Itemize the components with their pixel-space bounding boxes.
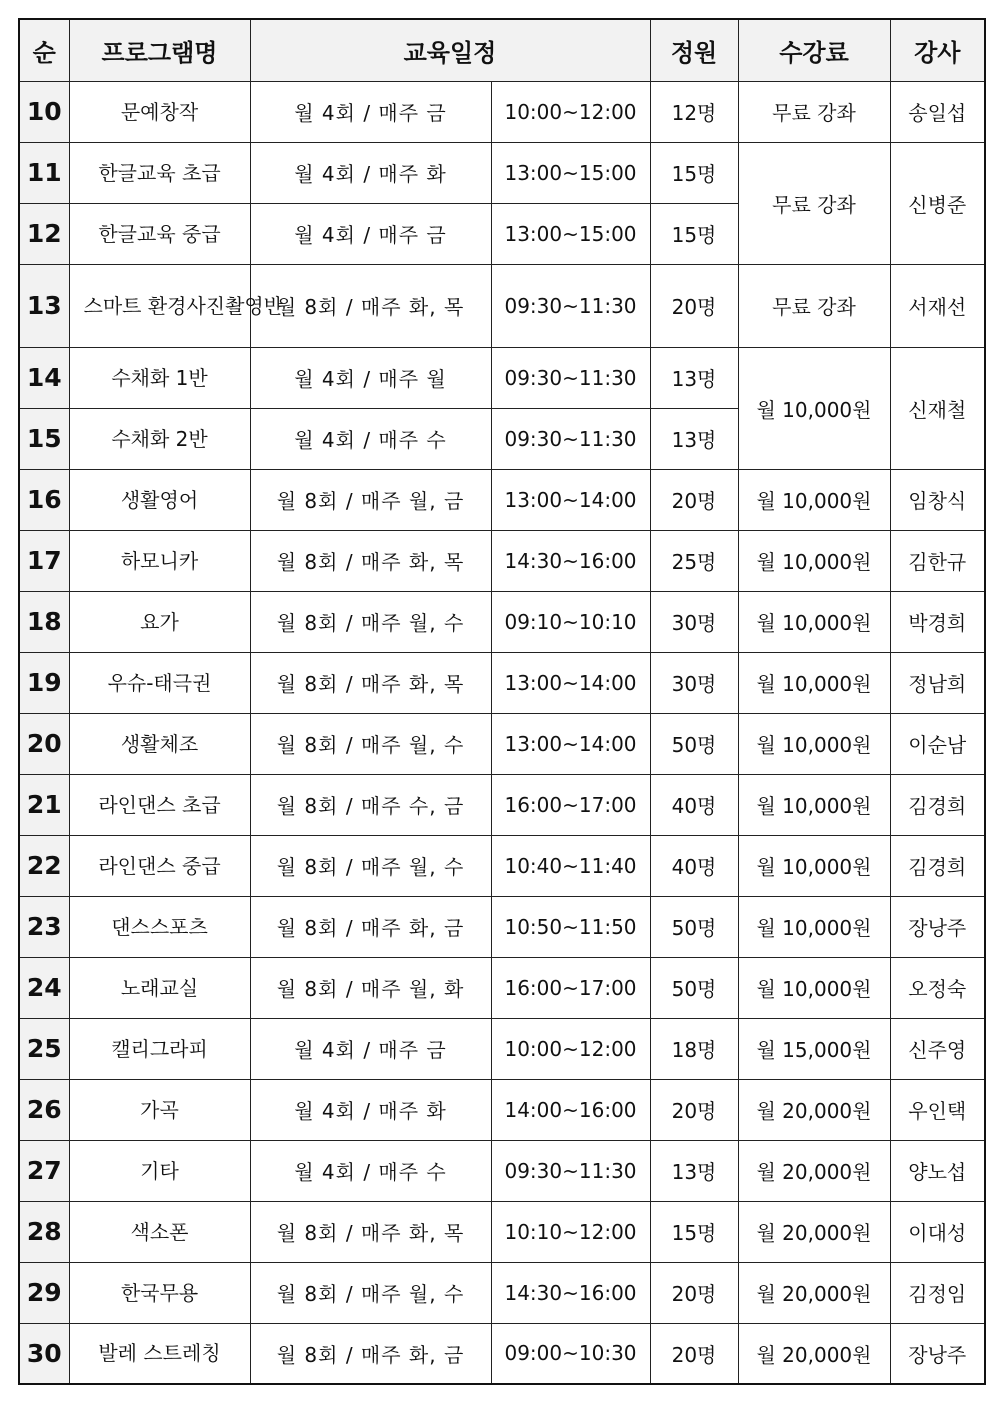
fee: 월 20,000원 (738, 1323, 890, 1384)
table-row (19, 835, 985, 896)
schedule-time: 13:00~14:00 (491, 652, 650, 713)
schedule-days: 월 4회 / 매주 수 (250, 408, 491, 469)
schedule-days: 월 8회 / 매주 화, 금 (250, 1323, 491, 1384)
capacity: 13명 (650, 1140, 738, 1201)
capacity: 15명 (650, 142, 738, 203)
row-number: 20 (19, 713, 69, 774)
capacity: 20명 (650, 1262, 738, 1323)
fee: 월 20,000원 (738, 1140, 890, 1201)
schedule-days: 월 8회 / 매주 화, 목 (250, 530, 491, 591)
table-row (19, 1079, 985, 1140)
schedule-time: 10:40~11:40 (491, 835, 650, 896)
program-name: 수채화 2반 (69, 408, 250, 469)
program-name: 기타 (69, 1140, 250, 1201)
row-number: 16 (19, 469, 69, 530)
fee: 월 10,000원 (738, 896, 890, 957)
table-row (19, 1262, 985, 1323)
row-number: 19 (19, 652, 69, 713)
program-name: 스마트 환경사진촬영반 (69, 264, 250, 347)
program-schedule-table (18, 18, 986, 1385)
schedule-time: 09:30~11:30 (491, 347, 650, 408)
schedule-days: 월 8회 / 매주 월, 수 (250, 835, 491, 896)
row-number: 23 (19, 896, 69, 957)
fee: 월 20,000원 (738, 1201, 890, 1262)
row-number: 10 (19, 81, 69, 142)
schedule-days: 월 4회 / 매주 화 (250, 142, 491, 203)
schedule-days: 월 8회 / 매주 수, 금 (250, 774, 491, 835)
table-row (19, 142, 985, 203)
schedule-time: 13:00~15:00 (491, 203, 650, 264)
header-fee: 수강료 (738, 19, 890, 81)
row-number: 11 (19, 142, 69, 203)
schedule-days: 월 8회 / 매주 월, 수 (250, 591, 491, 652)
table-row (19, 530, 985, 591)
schedule-time: 09:10~10:10 (491, 591, 650, 652)
row-number: 15 (19, 408, 69, 469)
capacity: 12명 (650, 81, 738, 142)
schedule-time: 09:30~11:30 (491, 1140, 650, 1201)
row-number: 12 (19, 203, 69, 264)
instructor: 서재선 (890, 264, 985, 347)
schedule-time: 13:00~14:00 (491, 469, 650, 530)
program-name: 노래교실 (69, 957, 250, 1018)
row-number: 25 (19, 1018, 69, 1079)
program-name: 문예창작 (69, 81, 250, 142)
schedule-time: 09:00~10:30 (491, 1323, 650, 1384)
fee: 월 10,000원 (738, 652, 890, 713)
schedule-days: 월 8회 / 매주 화, 목 (250, 264, 491, 347)
schedule-time: 14:30~16:00 (491, 530, 650, 591)
capacity: 30명 (650, 652, 738, 713)
capacity: 25명 (650, 530, 738, 591)
row-number: 28 (19, 1201, 69, 1262)
schedule-time: 13:00~15:00 (491, 142, 650, 203)
schedule-time: 16:00~17:00 (491, 774, 650, 835)
capacity: 20명 (650, 1079, 738, 1140)
table-row (19, 774, 985, 835)
program-name: 우슈-태극권 (69, 652, 250, 713)
schedule-time: 09:30~11:30 (491, 264, 650, 347)
schedule-time: 14:00~16:00 (491, 1079, 650, 1140)
instructor: 정남희 (890, 652, 985, 713)
instructor: 김정임 (890, 1262, 985, 1323)
row-number: 21 (19, 774, 69, 835)
capacity: 15명 (650, 203, 738, 264)
table-row (19, 347, 985, 408)
fee: 무료 강좌 (738, 264, 890, 347)
header-program: 프로그램명 (69, 19, 250, 81)
instructor: 장낭주 (890, 1323, 985, 1384)
instructor: 오정숙 (890, 957, 985, 1018)
instructor: 신재철 (890, 347, 985, 469)
table-header-row (19, 19, 985, 81)
table-row (19, 1018, 985, 1079)
table-row (19, 1140, 985, 1201)
instructor: 양노섭 (890, 1140, 985, 1201)
instructor: 이순남 (890, 713, 985, 774)
table-row (19, 652, 985, 713)
program-name: 라인댄스 초급 (69, 774, 250, 835)
fee: 월 10,000원 (738, 713, 890, 774)
fee: 월 10,000원 (738, 347, 890, 469)
instructor: 김경희 (890, 835, 985, 896)
instructor: 임창식 (890, 469, 985, 530)
table-row (19, 713, 985, 774)
fee: 월 10,000원 (738, 774, 890, 835)
instructor: 박경희 (890, 591, 985, 652)
capacity: 18명 (650, 1018, 738, 1079)
fee: 무료 강좌 (738, 81, 890, 142)
schedule-days: 월 8회 / 매주 월, 금 (250, 469, 491, 530)
schedule-days: 월 8회 / 매주 월, 수 (250, 713, 491, 774)
schedule-days: 월 8회 / 매주 화, 금 (250, 896, 491, 957)
program-name: 한글교육 초급 (69, 142, 250, 203)
table-row (19, 469, 985, 530)
schedule-time: 13:00~14:00 (491, 713, 650, 774)
fee: 월 10,000원 (738, 469, 890, 530)
schedule-time: 10:00~12:00 (491, 1018, 650, 1079)
program-name: 생활체조 (69, 713, 250, 774)
fee: 월 20,000원 (738, 1079, 890, 1140)
capacity: 13명 (650, 408, 738, 469)
row-number: 22 (19, 835, 69, 896)
program-name: 색소폰 (69, 1201, 250, 1262)
instructor: 우인택 (890, 1079, 985, 1140)
schedule-days: 월 4회 / 매주 월 (250, 347, 491, 408)
fee: 월 20,000원 (738, 1262, 890, 1323)
table-row (19, 591, 985, 652)
fee: 월 10,000원 (738, 530, 890, 591)
schedule-days: 월 4회 / 매주 수 (250, 1140, 491, 1201)
row-number: 14 (19, 347, 69, 408)
program-name: 발레 스트레칭 (69, 1323, 250, 1384)
row-number: 29 (19, 1262, 69, 1323)
instructor: 김경희 (890, 774, 985, 835)
header-instructor: 강사 (890, 19, 985, 81)
instructor: 송일섭 (890, 81, 985, 142)
program-name: 한국무용 (69, 1262, 250, 1323)
table-row (19, 957, 985, 1018)
header-schedule: 교육일정 (250, 19, 650, 81)
row-number: 24 (19, 957, 69, 1018)
row-number: 30 (19, 1323, 69, 1384)
schedule-days: 월 8회 / 매주 월, 화 (250, 957, 491, 1018)
program-name: 한글교육 중급 (69, 203, 250, 264)
capacity: 50명 (650, 896, 738, 957)
program-name: 생활영어 (69, 469, 250, 530)
row-number: 18 (19, 591, 69, 652)
schedule-time: 16:00~17:00 (491, 957, 650, 1018)
capacity: 50명 (650, 713, 738, 774)
schedule-time: 10:10~12:00 (491, 1201, 650, 1262)
program-name: 캘리그라피 (69, 1018, 250, 1079)
table-row (19, 1201, 985, 1262)
program-name: 댄스스포츠 (69, 896, 250, 957)
schedule-days: 월 8회 / 매주 화, 목 (250, 652, 491, 713)
capacity: 50명 (650, 957, 738, 1018)
capacity: 15명 (650, 1201, 738, 1262)
row-number: 17 (19, 530, 69, 591)
capacity: 40명 (650, 835, 738, 896)
program-name: 수채화 1반 (69, 347, 250, 408)
row-number: 26 (19, 1079, 69, 1140)
capacity: 20명 (650, 1323, 738, 1384)
schedule-time: 09:30~11:30 (491, 408, 650, 469)
table-row (19, 81, 985, 142)
fee: 월 10,000원 (738, 835, 890, 896)
row-number: 13 (19, 264, 69, 347)
instructor: 김한규 (890, 530, 985, 591)
table-row (19, 264, 985, 347)
fee: 월 10,000원 (738, 957, 890, 1018)
header-no: 순 (19, 19, 69, 81)
schedule-days: 월 4회 / 매주 금 (250, 1018, 491, 1079)
capacity: 13명 (650, 347, 738, 408)
instructor: 신병준 (890, 142, 985, 264)
header-capacity: 정원 (650, 19, 738, 81)
instructor: 장낭주 (890, 896, 985, 957)
row-number: 27 (19, 1140, 69, 1201)
table-row (19, 896, 985, 957)
schedule-time: 14:30~16:00 (491, 1262, 650, 1323)
capacity: 30명 (650, 591, 738, 652)
program-name: 요가 (69, 591, 250, 652)
schedule-days: 월 4회 / 매주 화 (250, 1079, 491, 1140)
instructor: 이대성 (890, 1201, 985, 1262)
fee: 월 10,000원 (738, 591, 890, 652)
instructor: 신주영 (890, 1018, 985, 1079)
schedule-days: 월 4회 / 매주 금 (250, 203, 491, 264)
capacity: 20명 (650, 469, 738, 530)
program-name: 하모니카 (69, 530, 250, 591)
schedule-days: 월 8회 / 매주 화, 목 (250, 1201, 491, 1262)
table-row (19, 1323, 985, 1384)
program-name: 가곡 (69, 1079, 250, 1140)
capacity: 40명 (650, 774, 738, 835)
fee: 월 15,000원 (738, 1018, 890, 1079)
schedule-days: 월 4회 / 매주 금 (250, 81, 491, 142)
capacity: 20명 (650, 264, 738, 347)
fee: 무료 강좌 (738, 142, 890, 264)
program-name: 라인댄스 중급 (69, 835, 250, 896)
schedule-time: 10:50~11:50 (491, 896, 650, 957)
schedule-days: 월 8회 / 매주 월, 수 (250, 1262, 491, 1323)
schedule-time: 10:00~12:00 (491, 81, 650, 142)
